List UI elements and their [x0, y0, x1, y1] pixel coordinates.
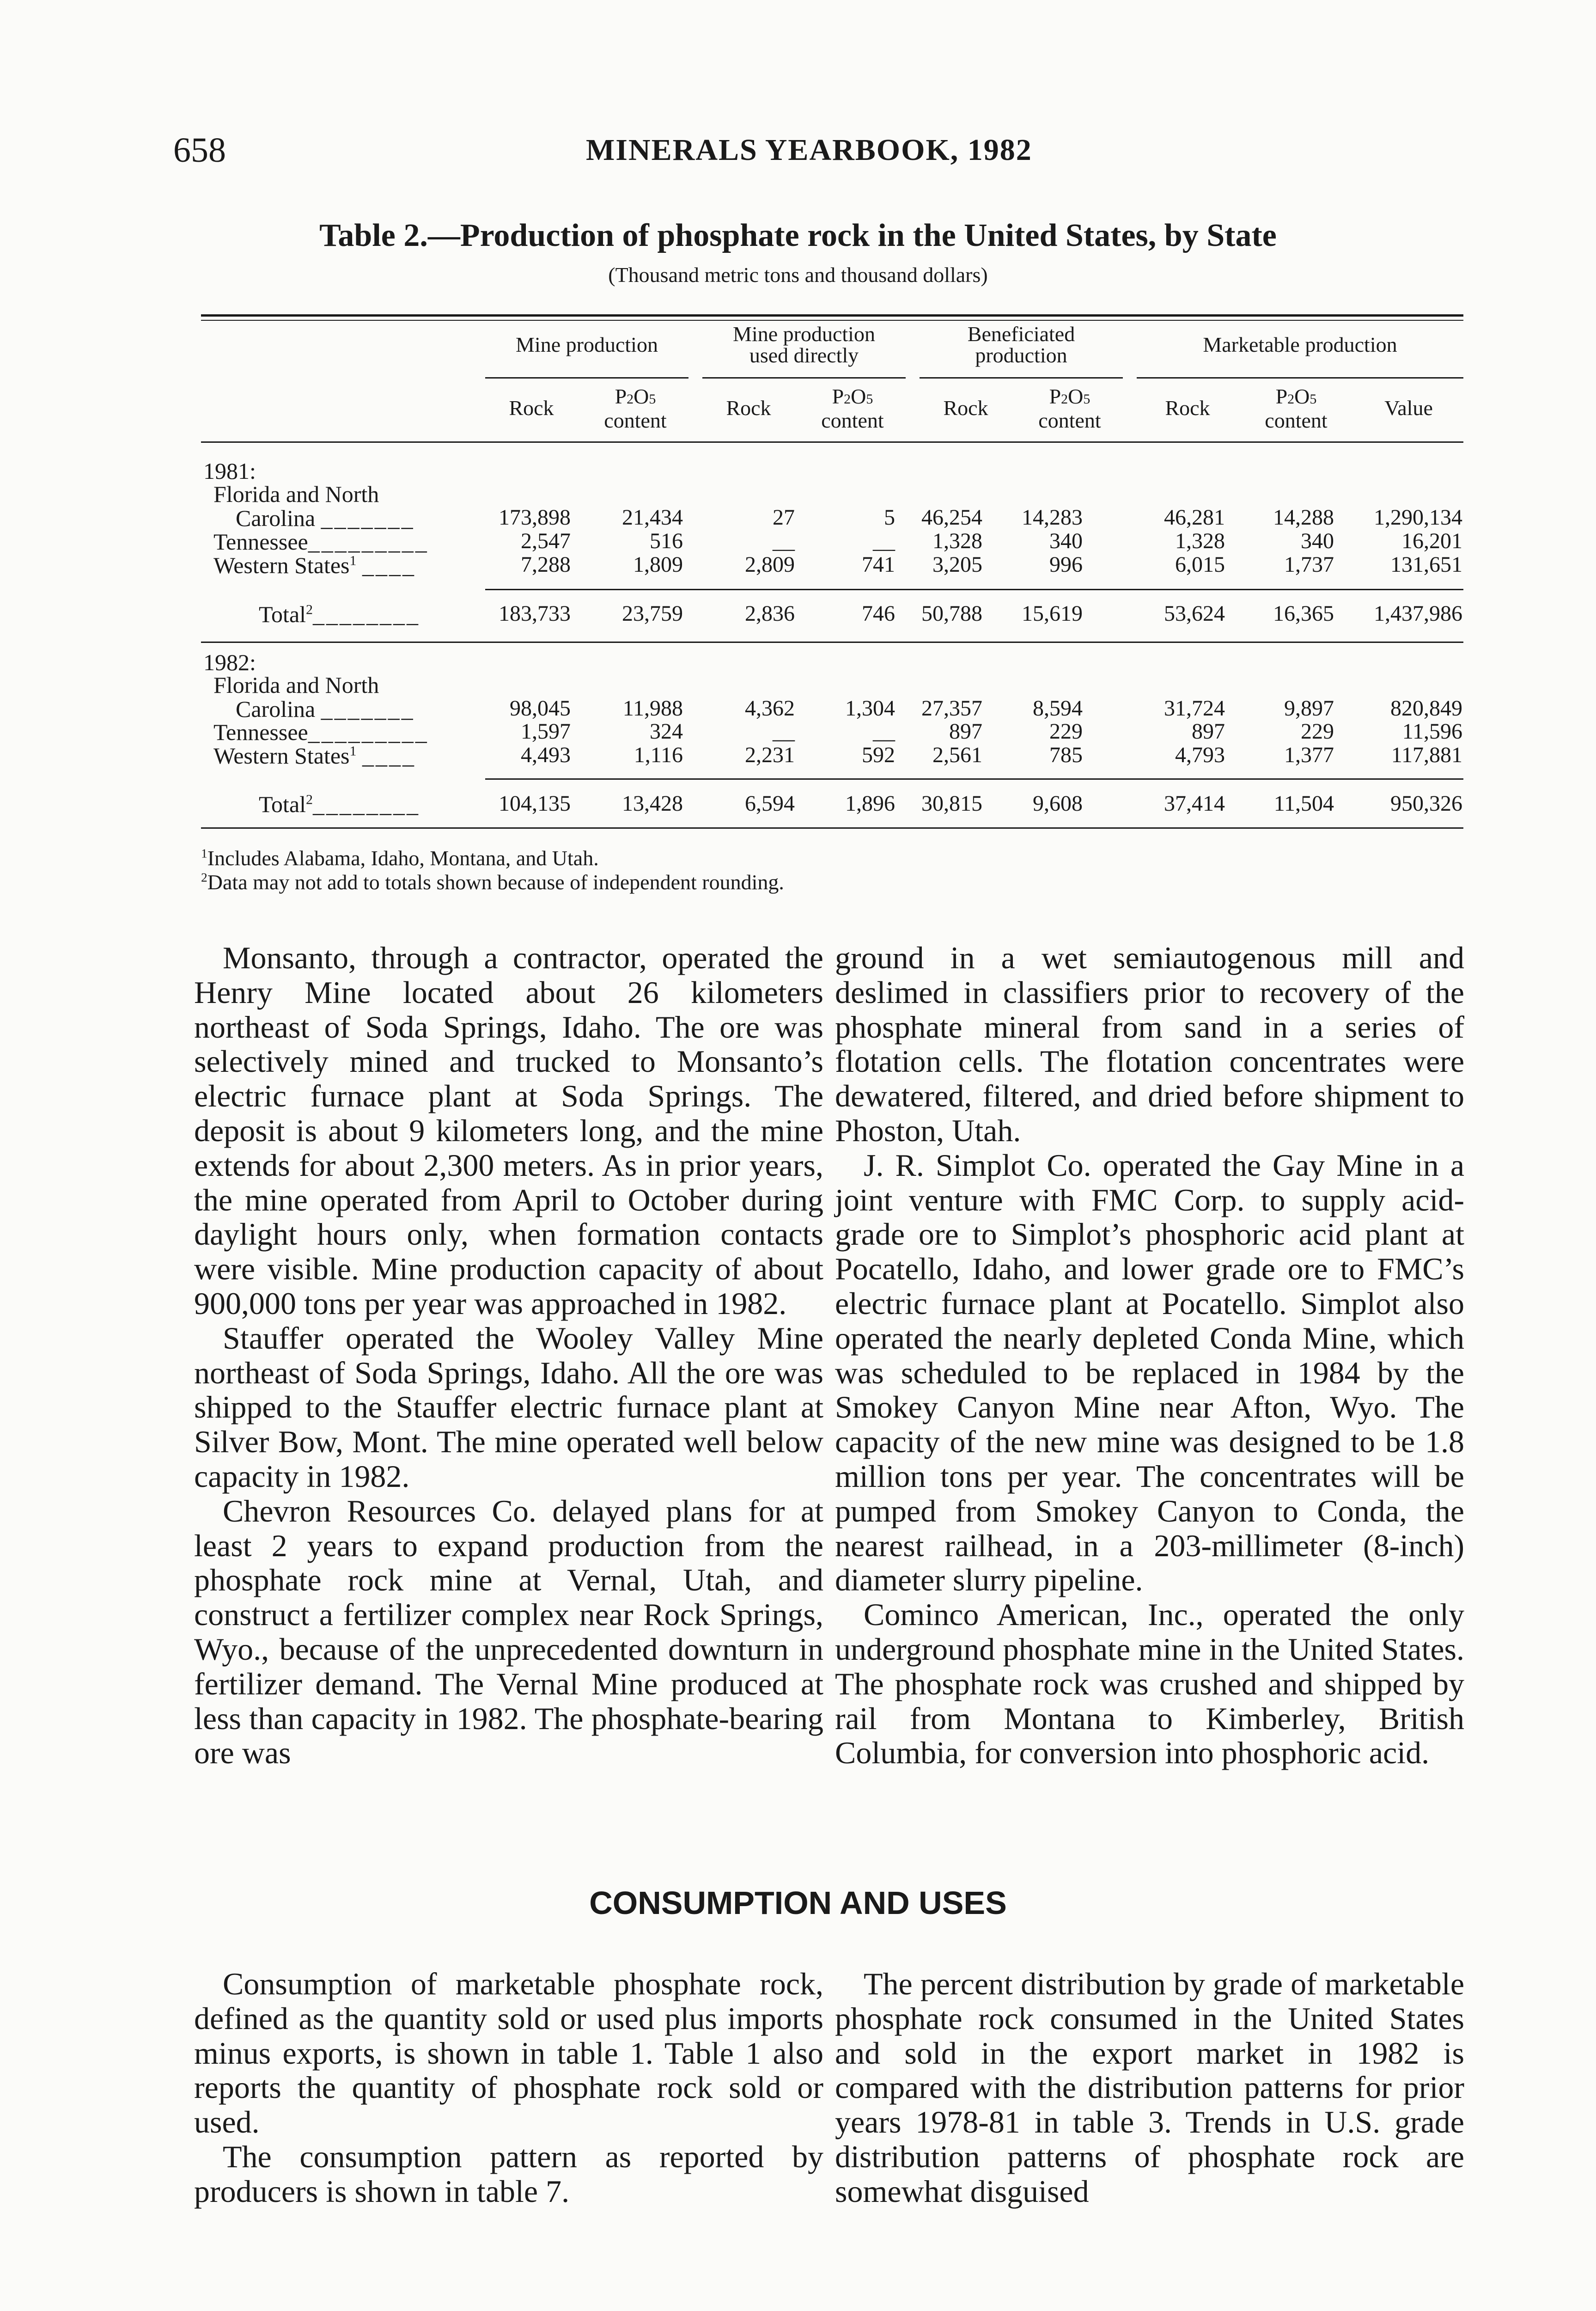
header-used-directly-line1: Mine production — [733, 322, 875, 346]
row-stub: Tennessee_________ — [213, 719, 429, 745]
cell: 46,281 — [1164, 505, 1225, 530]
cell: __ — [773, 529, 795, 553]
table-row — [0, 528, 1596, 555]
cell: __ — [773, 719, 795, 744]
cell: 4,362 — [745, 696, 795, 721]
cell: 37,414 — [1164, 791, 1225, 816]
cell: 98,045 — [510, 696, 571, 721]
stub-florida-north: Florida and North — [213, 481, 379, 507]
cell: 2,809 — [745, 552, 795, 577]
cell: 1,328 — [932, 529, 982, 553]
stub-florida-north: Florida and North — [213, 672, 379, 698]
cell: 2,836 — [745, 601, 795, 626]
table-top-rule — [201, 314, 1463, 317]
table-row — [0, 552, 1596, 576]
cell: 11,504 — [1273, 791, 1334, 816]
cell: 9,608 — [1033, 791, 1083, 816]
cell: 1,896 — [845, 791, 895, 816]
cell: 7,288 — [521, 552, 571, 577]
cell: 16,201 — [1401, 529, 1462, 553]
p2o5-o: O — [634, 385, 649, 408]
cell: 11,988 — [622, 696, 683, 721]
paragraph: Stauffer operated the Wooley Valley Mine northeast of Soda Springs, Idaho. All the ore was shipped to the Stauffer electric furnace plant at Silver Bow, Mont. The mine operated well below capacity in 1982. — [194, 1320, 823, 1494]
cell: __ — [873, 529, 895, 553]
table-row — [0, 742, 1596, 769]
cell: 23,759 — [622, 601, 683, 626]
col-header-rock: Rock — [509, 396, 554, 420]
row-stub: Western States$^1$ ____ — [213, 743, 416, 769]
cell: 1,116 — [634, 743, 683, 767]
cell: 592 — [862, 743, 895, 767]
table-row — [0, 696, 1596, 720]
p2o5-o: O — [1068, 385, 1084, 408]
cell: 3,205 — [932, 552, 982, 577]
p2o5-p: P — [1275, 385, 1288, 408]
col-header-rock: Rock — [1165, 396, 1210, 420]
p2o5-sub2: 5 — [1083, 391, 1090, 407]
total-row — [0, 601, 1596, 625]
cell: 820,849 — [1390, 696, 1462, 721]
table-row — [0, 505, 1596, 529]
cell: 229 — [1301, 719, 1334, 744]
p2o5-p: P — [615, 385, 627, 408]
cell: 2,547 — [521, 529, 571, 553]
p2o5-sub1: 2 — [627, 391, 634, 407]
paragraph: ground in a wet semiautogenous mill and deslimed in classifiers prior to recovery of the phosphate mineral from sand in a series of flotation cells. The flotation concentrates were dewatered, filtered, and dried before shipment to Phoston, Utah. — [835, 940, 1464, 1148]
p2o5-content: content — [1038, 409, 1101, 432]
cell: 516 — [650, 529, 683, 553]
cell: 229 — [1049, 719, 1083, 744]
table-bottom-rule — [201, 827, 1463, 829]
cell: 46,254 — [921, 505, 982, 530]
year-label-1982: 1982: — [203, 649, 256, 675]
col-header-value: Value — [1384, 396, 1433, 420]
total-rule-1981 — [485, 589, 1463, 590]
cell: __ — [873, 719, 895, 744]
col-header-p2o5 — [582, 386, 688, 431]
p2o5-o: O — [1294, 385, 1310, 408]
cell: 897 — [949, 719, 982, 744]
p2o5-content: content — [1265, 409, 1328, 432]
paragraph: Monsanto, through a contractor, operated the Henry Mine located about 26 kilometers northeast of Soda Springs, Idaho. The ore was selectively mined and trucked to Monsanto’s electric furnace plant at Soda Springs. The deposit is about 9 kilometers long, and the mine extends for about 2,300 meters. As in prior years, the mine operated from April to October during daylight hours only, when formation contacts were visible. Mine production capacity of about 900,000 tons per year was approached in 1982. — [194, 940, 823, 1321]
cell: 1,377 — [1284, 743, 1334, 767]
group-rule-mine — [485, 377, 688, 379]
cell: 4,493 — [521, 743, 571, 767]
cell: 897 — [1192, 719, 1225, 744]
cell: 5 — [884, 505, 895, 530]
paragraph: J. R. Simplot Co. operated the Gay Mine in a joint venture with FMC Corp. to supply acid-grade ore to Simplot’s phosphoric acid plant at Pocatello, Idaho, and lower grade ore to FMC’s electric furnace plant at Pocatello. Simplot also operated the nearly depleted Conda Mine, which was scheduled to be replaced in 1984 by the Smokey Canyon Mine near Afton, Wyo. The capacity of the new mine was designed to be 1.8 million tons per year. The concentrates will be pumped from Smokey Canyon to Conda, the nearest railhead, in a 203-millimeter (8-inch) diameter slurry pipeline. — [835, 1147, 1464, 1598]
cell: 15,619 — [1022, 601, 1083, 626]
p2o5-o: O — [851, 385, 866, 408]
cell: 1,597 — [521, 719, 571, 744]
cell: 50,788 — [921, 601, 982, 626]
group-rule-market — [1137, 377, 1463, 379]
paragraph: The percent distribution by grade of marketable phosphate rock consumed in the United States and sold in the export market in 1982 is compared with the distribution patterns for prior years 1978-81 in table 3. Trends in U.S. grade distribution patterns of phosphate rock are somewhat disguised — [835, 1966, 1464, 2209]
body-column-left — [194, 941, 823, 1770]
year-label-1981: 1981: — [203, 458, 256, 484]
cell: 13,428 — [622, 791, 683, 816]
cell: 31,724 — [1164, 696, 1225, 721]
group-rule-benef — [920, 377, 1123, 379]
p2o5-sub1: 2 — [1287, 391, 1295, 407]
row-stub: Total$^2$________ — [259, 791, 420, 817]
cell: 183,733 — [499, 601, 571, 626]
body-column-right — [835, 941, 1464, 1770]
cell: 340 — [1301, 529, 1334, 553]
header-marketable: Marketable production — [1203, 333, 1397, 356]
cell: 1,809 — [633, 552, 683, 577]
col-header-p2o5 — [1017, 386, 1123, 431]
p2o5-p: P — [832, 385, 844, 408]
cell: 8,594 — [1033, 696, 1083, 721]
cell: 6,015 — [1175, 552, 1225, 577]
cell: 53,624 — [1164, 601, 1225, 626]
cell: 173,898 — [499, 505, 571, 530]
cell: 2,561 — [932, 743, 982, 767]
cell: 6,594 — [745, 791, 795, 816]
cell: 1,290,134 — [1374, 505, 1462, 530]
cell: 2,231 — [745, 743, 795, 767]
running-head: MINERALS YEARBOOK, 1982 — [586, 133, 1032, 167]
col-header-p2o5 — [1243, 386, 1349, 431]
table-title: Table 2.—Production of phosphate rock in the United States, by State — [319, 218, 1277, 253]
row-stub: Carolina _______ — [236, 505, 415, 531]
cell: 996 — [1049, 552, 1083, 577]
cell: 1,328 — [1175, 529, 1225, 553]
cell: 30,815 — [921, 791, 982, 816]
cell: 14,288 — [1273, 505, 1334, 530]
row-stub: Western States$^1$ ____ — [213, 552, 416, 578]
cell: 340 — [1049, 529, 1083, 553]
body-column-left-lower — [194, 1967, 823, 2209]
cell: 950,326 — [1390, 791, 1462, 816]
row-stub: Carolina _______ — [236, 696, 415, 722]
cell: 104,135 — [499, 791, 571, 816]
paragraph: Chevron Resources Co. delayed plans for at least 2 years to expand production from the phosphate rock mine at Vernal, Utah, and construct a fertilizer complex near Rock Springs, Wyo., because of the unprecedented downturn in fertilizer demand. The Vernal Mine produced at less than capacity in 1982. The phosphate-bearing ore was — [194, 1493, 823, 1771]
cell: 1,304 — [845, 696, 895, 721]
p2o5-content: content — [821, 409, 884, 432]
p2o5-p: P — [1049, 385, 1061, 408]
p2o5-sub2: 5 — [866, 391, 873, 407]
paragraph: Cominco American, Inc., operated the only underground phosphate mine in the United States. The phosphate rock was crushed and shipped by rail from Montana to Kimberley, British Columbia, for conversion into phosphoric acid. — [835, 1597, 1464, 1771]
paragraph: The consumption pattern as reported by producers is shown in table 7. — [194, 2139, 823, 2209]
header-beneficiated-line1: Beneficiated — [967, 322, 1075, 346]
cell: 1,737 — [1284, 552, 1334, 577]
cell: 27,357 — [921, 696, 982, 721]
cell: 16,365 — [1273, 601, 1334, 626]
cell: 21,434 — [622, 505, 683, 530]
col-header-rock: Rock — [726, 396, 771, 420]
cell: 9,897 — [1284, 696, 1334, 721]
page-number: 658 — [173, 131, 226, 170]
header-beneficiated-line2: production — [975, 343, 1067, 367]
footnote-1: $^1$Includes Alabama, Idaho, Montana, and Utah. — [201, 846, 599, 870]
cell: 4,793 — [1175, 743, 1225, 767]
p2o5-content: content — [604, 409, 667, 432]
block-rule — [201, 642, 1463, 643]
cell: 746 — [862, 601, 895, 626]
cell: 324 — [650, 719, 683, 744]
cell: 741 — [862, 552, 895, 577]
footnote-2: $^2$Data may not add to totals shown because of independent rounding. — [201, 870, 784, 894]
cell: 14,283 — [1022, 505, 1083, 530]
row-stub: Total$^2$________ — [259, 601, 420, 627]
p2o5-sub2: 5 — [649, 391, 656, 407]
header-beneficiated — [920, 324, 1123, 366]
col-header-p2o5 — [799, 386, 906, 431]
header-used-directly-line2: used directly — [749, 343, 859, 367]
group-rule-direct — [702, 377, 906, 379]
col-header-rock: Rock — [943, 396, 988, 420]
row-stub: Tennessee_________ — [213, 529, 429, 555]
header-used-directly — [702, 324, 906, 366]
cell: 11,596 — [1402, 719, 1462, 744]
cell: 117,881 — [1391, 743, 1462, 767]
p2o5-sub1: 2 — [844, 391, 851, 407]
table-subtitle: (Thousand metric tons and thousand dollars) — [608, 263, 988, 287]
p2o5-sub1: 2 — [1061, 391, 1068, 407]
cell: 131,651 — [1390, 552, 1462, 577]
table-top-rule-thin — [201, 320, 1463, 321]
cell: 785 — [1049, 743, 1083, 767]
cell: 27 — [773, 505, 795, 530]
cell: 1,437,986 — [1374, 601, 1462, 626]
header-bottom-rule — [201, 441, 1463, 443]
section-heading: CONSUMPTION AND USES — [589, 1885, 1007, 1921]
table-row — [0, 719, 1596, 743]
total-rule-1982 — [485, 778, 1463, 780]
total-row — [0, 791, 1596, 815]
paragraph: Consumption of marketable phosphate rock, defined as the quantity sold or used plus imports minus exports, is shown in table 1. Table 1 also reports the quantity of phosphate rock sold or used. — [194, 1966, 823, 2140]
header-mine-production: Mine production — [516, 333, 658, 356]
body-column-right-lower — [835, 1967, 1464, 2209]
p2o5-sub2: 5 — [1310, 391, 1317, 407]
